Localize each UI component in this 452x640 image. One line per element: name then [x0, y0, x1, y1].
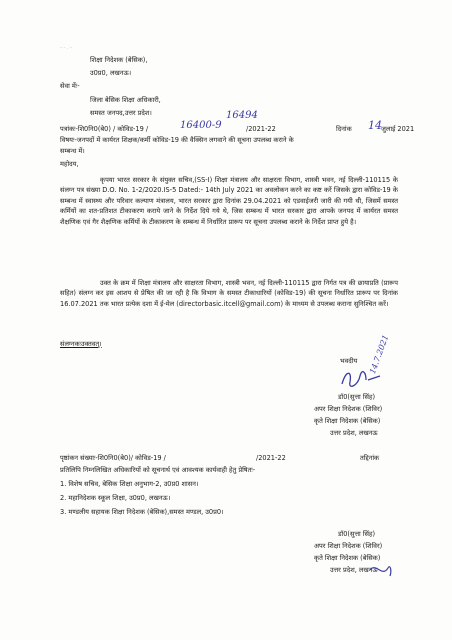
closing-bhavdiya: भवदीय — [340, 357, 358, 365]
endorsement-intro: प्रतिलिपि निम्नलिखित अधिकारियों को सूचनार्थ एवं आवश्यक कार्यवाही हेतु प्रेषितः- — [60, 466, 256, 474]
signatory-1-designation-1: अपर शिक्षा निदेशक (शिविर) — [314, 405, 383, 413]
signature-1-date-handwritten: 14.7.2021 — [368, 333, 391, 376]
salutation: महोदय, — [60, 160, 79, 168]
to-place: समस्त जनपद,उत्तर प्रदेश। — [90, 109, 152, 117]
endorsement-item-3: 3. मण्डलीय सहायक शिक्षा निदेशक (बेसिक),समस्त मण्डल, उ0प्र0। — [60, 508, 224, 516]
patrank-year: /2021-22 — [246, 125, 276, 133]
faint-top-mark: - - . - — [60, 45, 72, 51]
paragraph-1: कृपया भारत सरकार के संयुक्त सचिव,(SS-I) शिक्षा मंत्रालय और साक्षरता विभाग, शास्त्री भवन, नई दिल्ली-110115 के संलग्न पत्र संख्या D.O. No. 1-2/2020.IS-5 Dated:- 14th July 2021 का अवलोकन करने का कष्ट करें जिसके द्वारा कोविड-19 के सम्बन्ध में स्वास्थ्य और परिवार कल्याण मंत्रालय, भारत सरकार द्वारा दिनांक 29.04.2021 को एडवाईजरी जारी की गयी थी, जिसमें समस्त कर्मियों का शत-प्रतिशत टीकाकरण कराये जाने के निर्देश दिये गये थे, जिस सम्बन्ध में भारत सरकार द्वारा आपके जनपद में कार्यरत समस्त शैक्षणिक एवं गैर शैक्षणिक कर्मियों के टीकाकरण के सम्बन्ध में निर्धारित प्रारूप पर सूचना उपलब्ध कराने के निर्देश प्राप्त हुये है। — [60, 176, 398, 226]
extra-handwritten-number: 16494 — [226, 110, 258, 121]
signatory-2-designation-2: कृते शिक्षा निदेशक (बेसिक) — [314, 554, 381, 562]
subject-line-1: विषयः-जनपदों में कार्यरत शिक्षक/कर्मी कोविड-19 की वैक्सिन लगवाने की सूचना उपलब्ध कराने के — [60, 136, 294, 144]
date-rest: जुलाई 2021 — [381, 125, 415, 133]
patrank-handwritten: 16400-9 — [180, 120, 222, 131]
signatory-2-designation-1: अपर शिक्षा निदेशक (शिविर) — [314, 542, 383, 550]
date-label: दिनांक — [336, 125, 352, 133]
date-handwritten: 14 — [368, 119, 382, 132]
signatory-2-name: डॉ0(सुत्ता सिंह) — [338, 530, 376, 538]
signatory-2-place: उत्तर प्रदेश, लखनऊ — [330, 566, 378, 574]
signatory-1-place: उत्तर प्रदेश, लखनऊ — [330, 429, 378, 437]
endorsement-year: /2021-22 — [256, 454, 286, 462]
to-designation: जिला बेसिक शिक्षा अधिकारी, — [90, 96, 161, 104]
from-place: उ0प्र0, लखनऊ। — [90, 69, 132, 77]
endorsement-date: तद्दिनांक — [360, 454, 380, 462]
signature-2-scribble — [366, 560, 396, 582]
patrank-label: पत्रांकः-शि0नि0(बे0) / कोविड-19 / — [60, 125, 149, 133]
subject-line-2: सम्बन्ध में। — [60, 147, 85, 155]
endorsement-ref: पृष्ठांकन संख्याः-शि0नि0(बे0)/ कोविड-19 / — [60, 454, 166, 462]
signatory-1-name: डॉ0(सुत्ता सिंह) — [338, 393, 376, 401]
service-label: सेवा मेंः- — [60, 82, 80, 90]
signatory-1-designation-2: कृते शिक्षा निदेशक (बेसिक) — [314, 417, 381, 425]
paragraph-2: उक्त के क्रम में शिक्षा मंत्रालय और साक्षरता विभाग, शास्त्री भवन, नई दिल्ली-110115 द्वारा निर्गत पत्र की छायाप्रति (प्रारूप सहित) संलग्न कर इस आशय से प्रेषित की जा रही है कि विभाग के समस्त टीकाधारियों (कोविड-19) की सूचना निर्धारित प्रारूप पर दिनांक 16.07.2021 तक भारत प्रत्येक दशा में ई-मेल (directorbasic.itcell@gmail.com) के माध्यम से उपलब्ध कराना सुनिश्चित करें। — [60, 279, 398, 308]
endorsement-item-1: 1. विशेष सचिव, बेसिक शिक्षा अनुभाग-2, उ0प्र0 शासन। — [60, 480, 199, 488]
from-designation: शिक्षा निदेशक (बेसिक), — [90, 56, 148, 64]
endorsement-item-2: 2. महानिदेशक स्कूल शिक्षा, उ0प्र0, लखनऊ। — [60, 494, 171, 502]
enclosure-note: संलग्नकःउक्तवत्। — [60, 340, 102, 348]
